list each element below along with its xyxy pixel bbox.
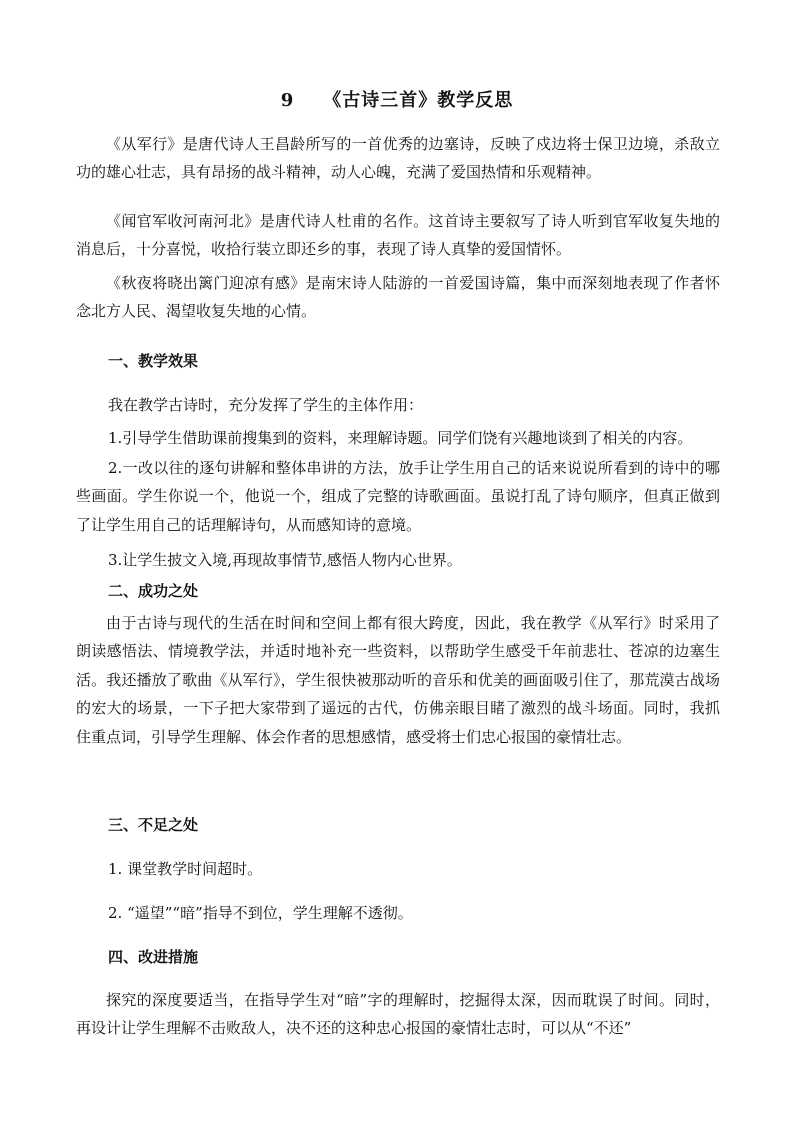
- section1-item-2: 2.一改以往的逐句讲解和整体串讲的方法，放手让学生用自己的话来说说所看到的诗中的哪些画面。学生你说一个，他说一个，组成了完整的诗歌画面。虽说打乱了诗句顺序，但真正做到了让学生用自己的话理解诗句，从而感知诗的意境。: [76, 459, 720, 534]
- section2-body: 由于古诗与现代的生活在时间和空间上都有很大跨度，因此，我在教学《从军行》时采用了朗读感悟法、情境教学法，并适时地补充一些资料，以帮助学生感受千年前悲壮、苍凉的边塞生活。我还播放了歌曲《从军行》，学生很快被那动听的音乐和优美的画面吸引住了，那荒漠古战场的宏大的场景，一下子把大家带到了遥远的古代，仿佛亲眼目睹了激烈的战斗场面。同时，我抓住重点词，引导学生理解、体会作者的思想感情，感受将士们忠心报国的豪情壮志。: [76, 614, 720, 746]
- intro-paragraph-2: 《闻官军收河南河北》是唐代诗人杜甫的名作。这首诗主要叙写了诗人听到官军收复失地的消息后，十分喜悦，收拾行装立即还乡的事，表现了诗人真挚的爱国情怀。: [76, 212, 720, 259]
- document-title: 9 《古诗三首》教学反思: [280, 90, 514, 111]
- section-heading-teaching-effect: 一、教学效果: [108, 352, 199, 370]
- section-heading-improvements: 四、改进措施: [108, 948, 199, 966]
- section1-lead: 我在教学古诗时，充分发挥了学生的主体作用：: [108, 396, 424, 414]
- section-heading-shortcomings: 三、不足之处: [108, 816, 199, 834]
- intro-paragraph-1: 《从军行》是唐代诗人王昌龄所写的一首优秀的边塞诗，反映了戍边将士保卫边境，杀敌立功的雄心壮志，具有昂扬的战斗精神，动人心魄，充满了爱国热情和乐观精神。: [76, 135, 720, 182]
- intro-paragraph-3: 《秋夜将晓出篱门迎凉有感》是南宋诗人陆游的一首爱国诗篇，集中而深刻地表现了作者怀念北方人民、渴望收复失地的心情。: [76, 274, 720, 321]
- section1-item-1: 1.引导学生借助课前搜集到的资料，来理解诗题。同学们饶有兴趣地谈到了相关的内容。: [108, 429, 693, 447]
- section4-body: 探究的深度要适当，在指导学生对“暗”字的理解时，挖掘得太深，因而耽误了时间。同时，再设计让学生理解不击败敌人，决不还的这种忠心报国的豪情壮志时，可以从“不还”: [76, 991, 720, 1038]
- section-heading-successes: 二、成功之处: [108, 582, 199, 600]
- section1-item-3: 3.让学生披文入境,再现故事情节,感悟人物内心世界。: [108, 551, 462, 569]
- section3-item-1: 1. 课堂教学时间超时。: [108, 860, 263, 878]
- section3-item-2: 2. “遥望”“暗”指导不到位，学生理解不透彻。: [108, 904, 413, 922]
